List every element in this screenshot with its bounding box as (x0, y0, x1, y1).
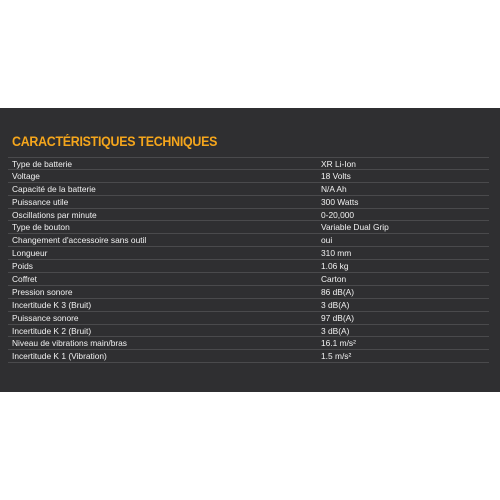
spec-label: Capacité de la batterie (12, 183, 96, 194)
spec-label: Type de batterie (12, 159, 73, 169)
spec-row (8, 209, 489, 222)
spec-value: XR Li-Ion (321, 159, 356, 169)
spec-row (8, 312, 489, 325)
spec-label: Oscillations par minute (12, 209, 97, 220)
spec-label: Puissance utile (12, 196, 69, 207)
spec-value: 300 Watts (321, 196, 359, 207)
spec-label: Niveau de vibrations main/bras (12, 338, 127, 349)
spec-row (8, 183, 489, 196)
spec-row (8, 286, 489, 299)
spec-row (8, 221, 489, 234)
spec-label: Longueur (12, 248, 48, 259)
spec-value: 1.5 m/s² (321, 351, 352, 362)
spec-row (8, 325, 489, 338)
spec-label: Type de bouton (12, 222, 70, 233)
spec-row (8, 157, 489, 170)
spec-value: 18 Volts (321, 170, 351, 181)
spec-value: 86 dB(A) (321, 286, 355, 297)
spec-value: N/A Ah (321, 183, 347, 194)
spec-value: 310 mm (321, 248, 352, 259)
spec-row (8, 350, 489, 363)
spec-label: Incertitude K 1 (Vibration) (12, 351, 107, 362)
panel-title: CARACTÉRISTIQUES TECHNIQUES (12, 134, 218, 149)
spec-row (8, 337, 489, 350)
spec-row (8, 247, 489, 260)
spec-label: Voltage (12, 170, 40, 181)
specs-panel (0, 108, 500, 392)
spec-label: Puissance sonore (12, 312, 79, 323)
spec-value: 16.1 m/s² (321, 338, 356, 349)
spec-value: Carton (321, 274, 347, 285)
spec-value: oui (321, 235, 333, 246)
spec-value: Variable Dual Grip (321, 222, 389, 233)
spec-row (8, 234, 489, 247)
spec-label: Incertitude K 3 (Bruit) (12, 299, 92, 310)
spec-row (8, 299, 489, 312)
spec-value: 3 dB(A) (321, 299, 350, 310)
spec-row (8, 260, 489, 273)
specs-table (8, 157, 489, 363)
spec-row (8, 273, 489, 286)
spec-label: Pression sonore (12, 286, 73, 297)
spec-label: Poids (12, 261, 33, 272)
spec-value: 97 dB(A) (321, 312, 355, 323)
spec-row (8, 196, 489, 209)
spec-row (8, 170, 489, 183)
spec-label: Changement d'accessoire sans outil (12, 235, 147, 246)
spec-value: 1.06 kg (321, 261, 349, 272)
spec-value: 0-20,000 (321, 209, 355, 220)
spec-value: 3 dB(A) (321, 325, 350, 336)
spec-label: Incertitude K 2 (Bruit) (12, 325, 92, 336)
spec-label: Coffret (12, 274, 37, 285)
